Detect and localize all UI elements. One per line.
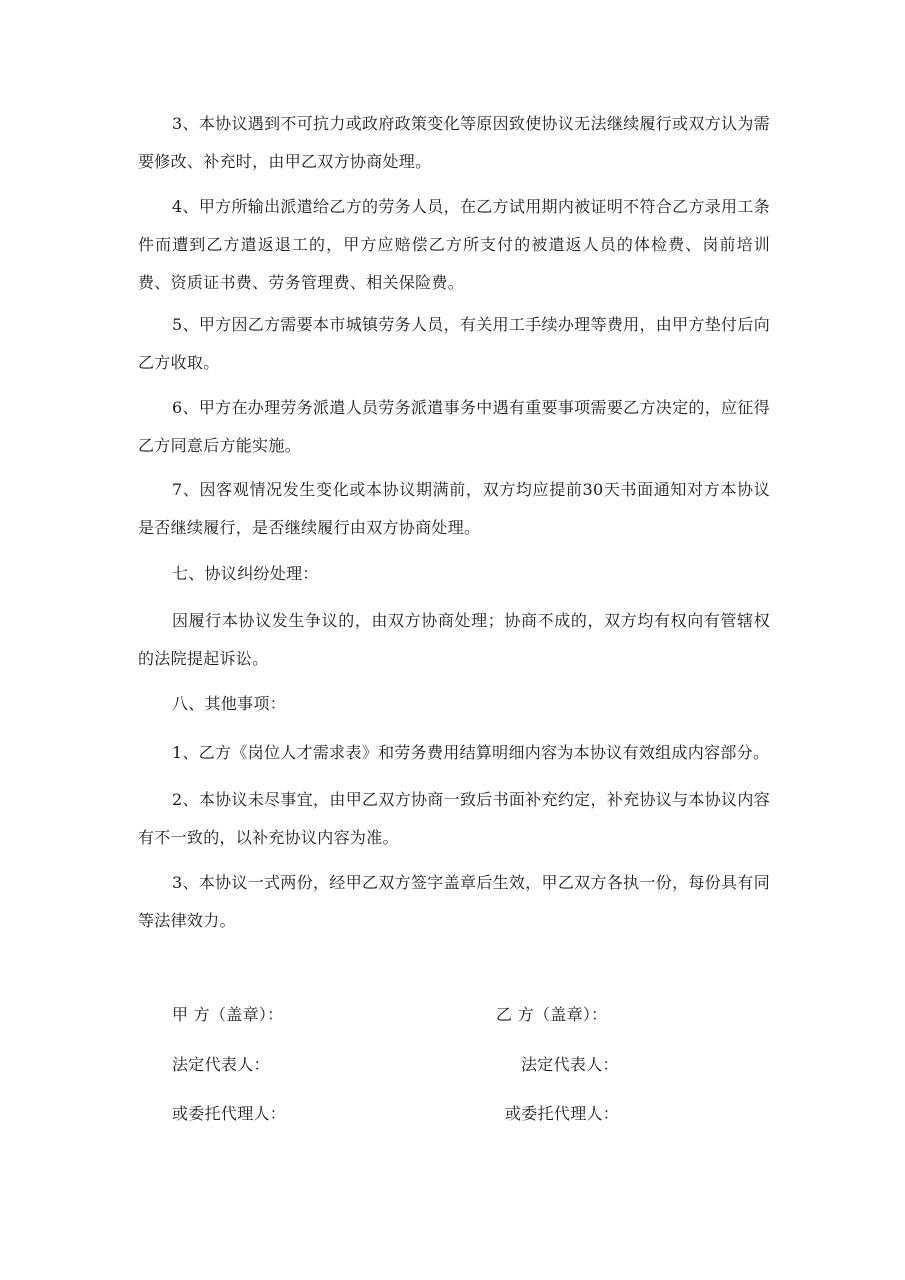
party-a-seal-label: 甲 方（盖章）： [172, 1005, 284, 1024]
clause-6-3: 3、本协议遇到不可抗力或政府政策变化等原因致使协议无法继续履行或双方认为需要修改、补充时，由甲乙双方协商处理。 [138, 114, 770, 171]
party-b-seal-label: 乙 方（盖章）： [496, 1005, 608, 1024]
party-b-agent-label: 或委托代理人： [505, 1104, 620, 1123]
party-a-agent-label: 或委托代理人： [172, 1104, 287, 1123]
section-7-heading: 七、协议纠纷处理： [172, 564, 319, 583]
clause-6-4: 4、甲方所输出派遣给乙方的劳务人员，在乙方试用期内被证明不符合乙方录用工条件而遭到乙方遣返退工的，甲方应赔偿乙方所支付的被遣返人员的体检费、岗前培训费、资质证书费、劳务管理费、相关保险费。 [138, 197, 770, 292]
clause-6-6: 6、甲方在办理劳务派遣人员劳务派遣事务中遇有重要事项需要乙方决定的，应征得乙方同意后方能实施。 [138, 398, 770, 455]
section-7-body: 因履行本协议发生争议的，由双方协商处理；协商不成的，双方均有权向有管辖权的法院提起诉讼。 [138, 611, 770, 668]
clause-8-2: 2、本协议未尽事宜，由甲乙双方协商一致后书面补充约定，补充协议与本协议内容有不一致的，以补充协议内容为准。 [138, 790, 770, 847]
clause-8-3: 3、本协议一式两份，经甲乙双方签字盖章后生效，甲乙双方各执一份，每份具有同等法律效力。 [138, 873, 770, 930]
party-a-legal-rep-label: 法定代表人： [172, 1055, 270, 1074]
party-b-legal-rep-label: 法定代表人： [521, 1055, 619, 1074]
clause-6-7: 7、因客观情况发生变化或本协议期满前，双方均应提前30天书面通知对方本协议是否继续履行，是否继续履行由双方协商处理。 [138, 480, 770, 537]
clause-6-5: 5、甲方因乙方需要本市城镇劳务人员，有关用工手续办理等费用，由甲方垫付后向乙方收取。 [138, 315, 770, 372]
section-8-heading: 八、其他事项： [172, 694, 287, 713]
clause-8-1: 1、乙方《岗位人才需求表》和劳务费用结算明细内容为本协议有效组成内容部分。 [172, 743, 770, 762]
